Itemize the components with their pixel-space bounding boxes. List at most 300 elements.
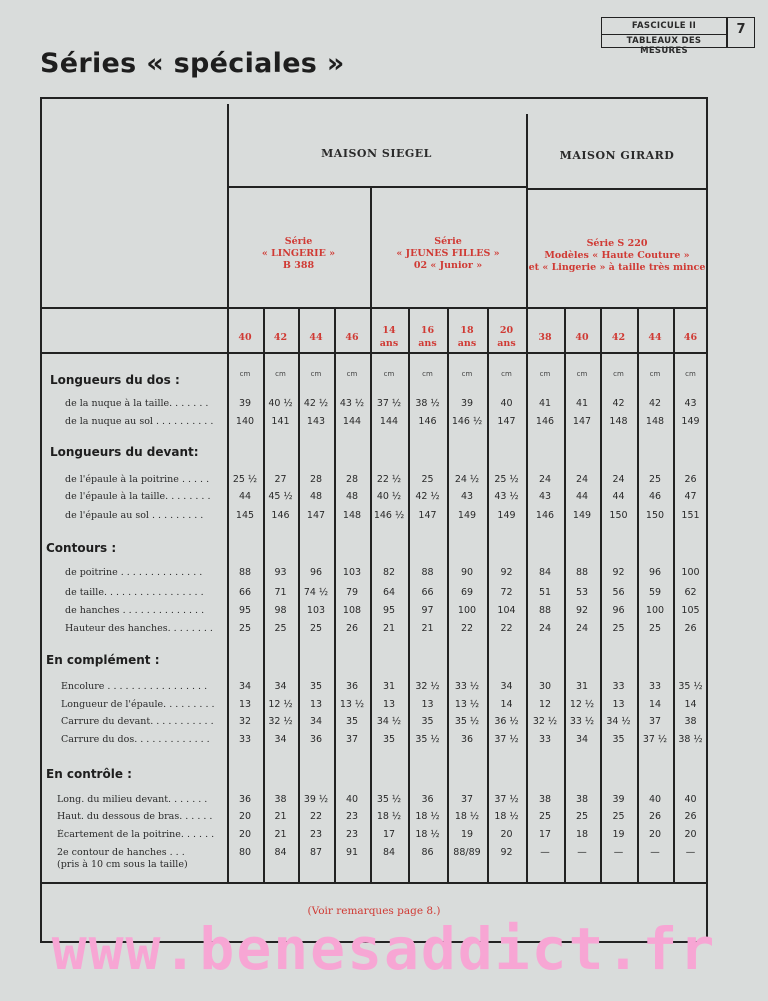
- table-cell: 18 ½: [415, 811, 440, 822]
- table-cell: 46: [648, 491, 662, 502]
- table-cell: 17: [382, 829, 396, 840]
- table-cell: 37 ½: [376, 398, 402, 409]
- unit-label: cm: [613, 370, 624, 378]
- table-cell: 43: [684, 398, 697, 409]
- table-cell: 90: [460, 567, 474, 578]
- table-cell: 147: [306, 510, 326, 521]
- table-cell: 37 ½: [494, 734, 519, 745]
- table-cell: 12: [538, 699, 552, 710]
- table-cell: 69: [460, 587, 474, 598]
- row-label: de hanches . . . . . . . . . . . . . .: [65, 605, 205, 616]
- table-cell: 40: [684, 794, 697, 805]
- page-number: 7: [736, 22, 746, 37]
- table-cell: 34 ½: [606, 716, 631, 727]
- row-label-note: (pris à 10 cm sous la taille): [57, 859, 188, 870]
- unit-label: cm: [501, 370, 512, 378]
- table-cell: 95: [238, 605, 252, 616]
- table-cell: 42: [612, 398, 625, 409]
- table-cell: —: [685, 847, 696, 858]
- table-cell: 14: [648, 699, 662, 710]
- section-title: Longueurs du devant:: [50, 445, 199, 459]
- table-cell: 88/89: [453, 847, 481, 858]
- size-header: [487, 324, 526, 350]
- table-cell: 19: [612, 829, 625, 840]
- table-cell: 47: [684, 491, 697, 502]
- table-cell: 56: [612, 587, 625, 598]
- table-cell: 103: [306, 605, 326, 616]
- table-cell: 41: [575, 398, 589, 409]
- size-header-part: ans: [497, 338, 516, 349]
- table-cell: 64: [382, 587, 396, 598]
- rule-series-bottom: [40, 307, 708, 309]
- size-header-part: 42: [273, 332, 288, 343]
- table-cell: 108: [342, 605, 362, 616]
- row-label: Carrure du dos. . . . . . . . . . . . .: [61, 734, 210, 745]
- table-cell: 149: [681, 416, 700, 427]
- size-header-part: 40: [238, 332, 252, 343]
- table-cell: 72: [500, 587, 513, 598]
- row-label: Long. du milieu devant. . . . . . .: [57, 794, 208, 805]
- table-cell: 146: [535, 416, 555, 427]
- table-cell: 39: [238, 398, 252, 409]
- table-cell: 151: [681, 510, 700, 521]
- series-1-line-2: « LINGERIE »: [261, 248, 336, 259]
- table-cell: 33: [538, 734, 552, 745]
- fascicule-label: FASCICULE II: [631, 21, 697, 31]
- row-label: Carrure du devant. . . . . . . . . . .: [61, 716, 214, 727]
- series-2-line-1: Série: [434, 236, 462, 247]
- table-cell: 36: [460, 734, 474, 745]
- table-cell: 105: [681, 605, 700, 616]
- table-cell: 13: [421, 699, 434, 710]
- rule-house-girard: [526, 188, 708, 190]
- table-cell: 86: [421, 847, 434, 858]
- table-cell: 13 ½: [339, 699, 365, 710]
- table-cell: 37: [345, 734, 359, 745]
- table-cell: 32 ½: [268, 716, 293, 727]
- table-cell: 150: [645, 510, 665, 521]
- series-3-line-3: et « Lingerie » à taille très mince: [528, 262, 706, 273]
- table-cell: 148: [645, 416, 665, 427]
- table-cell: 12 ½: [268, 699, 293, 710]
- table-cell: 34: [274, 681, 287, 692]
- table-cell: 34: [500, 681, 513, 692]
- section-title: Longueurs du dos :: [50, 373, 180, 387]
- table-cell: 144: [342, 416, 362, 427]
- page-title: Séries « spéciales »: [40, 48, 345, 79]
- section-title: En contrôle :: [46, 767, 132, 781]
- table-cell: 26: [648, 811, 662, 822]
- table-cell: 36: [309, 734, 323, 745]
- table-cell: 17: [538, 829, 552, 840]
- table-cell: 51: [538, 587, 552, 598]
- series-1-line-3: B 388: [282, 260, 315, 271]
- series-2-line-3: 02 « Junior »: [413, 260, 483, 271]
- table-cell: 39: [460, 398, 474, 409]
- table-cell: 37 ½: [494, 794, 519, 805]
- section-title: En complément :: [46, 653, 160, 667]
- table-cell: 34: [575, 734, 589, 745]
- table-cell: 23: [345, 811, 359, 822]
- unit-label: cm: [461, 370, 473, 378]
- series-description-2: [370, 236, 526, 272]
- table-cell: 96: [648, 567, 662, 578]
- table-cell: 88: [575, 567, 589, 578]
- table-cell: 147: [418, 510, 437, 521]
- house-siegel-title: MAISON SIEGEL: [321, 147, 432, 160]
- table-cell: 36 ½: [494, 716, 519, 727]
- table-cell: 22 ½: [376, 474, 402, 485]
- table-cell: 25 ½: [232, 474, 258, 485]
- table-cell: 43: [538, 491, 552, 502]
- table-cell: 25: [274, 623, 287, 634]
- size-header-part: 16: [420, 325, 435, 336]
- unit-label: cm: [275, 370, 286, 378]
- table-cell: 59: [648, 587, 662, 598]
- table-cell: 33 ½: [454, 681, 480, 692]
- table-cell: 26: [684, 474, 697, 485]
- table-cell: 35 ½: [376, 794, 402, 805]
- table-cell: 88: [421, 567, 434, 578]
- table-cell: 36: [238, 794, 252, 805]
- table-cell: 53: [575, 587, 589, 598]
- table-cell: 20: [684, 829, 697, 840]
- table-cell: 93: [274, 567, 287, 578]
- table-cell: 146: [535, 510, 555, 521]
- table-cell: 28: [309, 474, 323, 485]
- table-cell: 144: [379, 416, 399, 427]
- unit-label: cm: [383, 370, 395, 378]
- table-cell: 40: [500, 398, 513, 409]
- table-cell: 24: [538, 623, 552, 634]
- table-cell: 33: [238, 734, 252, 745]
- table-cell: 25: [648, 623, 662, 634]
- table-cell: 35: [382, 734, 396, 745]
- table-cell: 146: [271, 510, 290, 521]
- table-cell: 79: [345, 587, 359, 598]
- series-3-line-1: Série S 220: [586, 238, 648, 249]
- table-cell: 84: [274, 847, 287, 858]
- table-cell: 96: [612, 605, 625, 616]
- size-header: [334, 331, 370, 344]
- table-cell: 35 ½: [454, 716, 480, 727]
- table-cell: 88: [538, 605, 552, 616]
- series-1-line-1: Série: [284, 236, 313, 247]
- table-cell: 103: [342, 567, 362, 578]
- size-header-part: 18: [460, 325, 474, 336]
- rule-body-bottom: [40, 882, 708, 884]
- size-header: [298, 331, 334, 344]
- table-cell: 45 ½: [268, 491, 293, 502]
- table-cell: 26: [345, 623, 359, 634]
- size-header: [408, 324, 447, 350]
- table-cell: 25: [238, 623, 252, 634]
- table-cell: 31: [575, 681, 589, 692]
- table-cell: 42 ½: [415, 491, 440, 502]
- table-cell: 14: [684, 699, 697, 710]
- table-cell: 146 ½: [451, 416, 483, 427]
- size-header-part: 46: [345, 332, 359, 343]
- table-cell: 22: [500, 623, 513, 634]
- table-cell: 33: [612, 681, 625, 692]
- size-header-part: ans: [379, 338, 399, 349]
- table-cell: 74 ½: [303, 587, 329, 598]
- table-cell: 44: [575, 491, 589, 502]
- row-label: de la nuque au sol . . . . . . . . . .: [65, 416, 214, 427]
- size-header: [227, 331, 263, 344]
- table-cell: 12 ½: [569, 699, 595, 710]
- unit-label: cm: [576, 370, 588, 378]
- table-cell: 18 ½: [376, 811, 402, 822]
- table-cell: 24: [575, 623, 589, 634]
- series-description-3: [526, 238, 708, 274]
- table-cell: 97: [421, 605, 434, 616]
- table-cell: 141: [271, 416, 290, 427]
- series-3-line-2: Modèles « Haute Couture »: [544, 250, 690, 261]
- house-girard-title: MAISON GIRARD: [559, 149, 675, 162]
- table-cell: 24: [575, 474, 589, 485]
- table-cell: 34 ½: [376, 716, 402, 727]
- row-label: Longueur de l'épaule. . . . . . . . .: [61, 699, 215, 710]
- table-cell: 43: [460, 491, 474, 502]
- section-title: Contours :: [46, 541, 117, 555]
- table-cell: 18: [575, 829, 589, 840]
- table-cell: 149: [457, 510, 477, 521]
- table-cell: 21: [274, 829, 287, 840]
- size-header-part: 44: [648, 332, 662, 343]
- unit-label: cm: [239, 370, 251, 378]
- series-description-1: [227, 236, 370, 272]
- table-cell: 38: [274, 794, 287, 805]
- size-header-part: 20: [499, 325, 514, 336]
- table-cell: 39: [612, 794, 625, 805]
- size-header: [526, 331, 564, 344]
- size-header-part: 46: [683, 332, 698, 343]
- table-cell: 150: [609, 510, 628, 521]
- size-header: [637, 331, 673, 344]
- size-header: [600, 331, 637, 344]
- table-cell: 147: [572, 416, 592, 427]
- table-cell: 48: [309, 491, 323, 502]
- size-header-part: ans: [418, 338, 437, 349]
- table-cell: 87: [309, 847, 323, 858]
- unit-label: cm: [346, 370, 358, 378]
- table-cell: 26: [684, 623, 697, 634]
- table-cell: 24: [612, 474, 625, 485]
- table-cell: 20: [238, 811, 252, 822]
- table-cell: 35: [309, 681, 323, 692]
- table-cell: 88: [238, 567, 252, 578]
- size-header: [564, 331, 600, 344]
- size-header: [370, 324, 408, 350]
- row-label: de l'épaule à la poitrine . . . . .: [65, 474, 210, 485]
- table-cell: 38: [575, 794, 589, 805]
- table-cell: 147: [497, 416, 516, 427]
- table-cell: 27: [274, 474, 287, 485]
- table-cell: 36: [421, 794, 434, 805]
- table-cell: 71: [274, 587, 287, 598]
- size-header: [673, 331, 708, 344]
- table-cell: 18 ½: [494, 811, 519, 822]
- table-cell: 104: [497, 605, 516, 616]
- table-cell: 43 ½: [339, 398, 365, 409]
- table-cell: 42 ½: [303, 398, 329, 409]
- row-label: Écartement de la poitrine. . . . . .: [57, 829, 215, 840]
- table-cell: 149: [572, 510, 592, 521]
- table-cell: 100: [645, 605, 665, 616]
- table-cell: 84: [382, 847, 396, 858]
- table-cell: 37: [460, 794, 474, 805]
- table-cell: 96: [309, 567, 323, 578]
- table-cell: 38 ½: [415, 398, 440, 409]
- website-watermark: www.benesaddict.fr: [51, 915, 717, 983]
- unit-label: cm: [649, 370, 661, 378]
- row-label: Encolure . . . . . . . . . . . . . . . . .: [61, 681, 208, 692]
- size-header-part: 38: [538, 332, 552, 343]
- group-rule-4: [370, 186, 372, 882]
- table-cell: 25 ½: [494, 474, 519, 485]
- size-header: [263, 331, 298, 344]
- table-cell: 62: [684, 587, 697, 598]
- table-cell: 13: [309, 699, 323, 710]
- table-cell: 38 ½: [678, 734, 703, 745]
- size-header-part: 40: [575, 332, 589, 343]
- table-cell: 25: [575, 811, 589, 822]
- table-cell: 25: [648, 474, 662, 485]
- table-cell: 66: [238, 587, 252, 598]
- table-cell: 146 ½: [373, 510, 405, 521]
- table-cell: 149: [497, 510, 516, 521]
- table-cell: 34: [238, 681, 252, 692]
- table-cell: 84: [538, 567, 552, 578]
- table-cell: 26: [684, 811, 697, 822]
- table-cell: 140: [235, 416, 255, 427]
- unit-label: cm: [310, 370, 322, 378]
- row-label: 2e contour de hanches . . .: [57, 847, 185, 858]
- table-cell: 35: [345, 716, 359, 727]
- table-cell: 18 ½: [415, 829, 440, 840]
- table-cell: 35: [612, 734, 625, 745]
- table-cell: 44: [612, 491, 625, 502]
- table-cell: 91: [345, 847, 359, 858]
- table-cell: 13 ½: [454, 699, 480, 710]
- table-cell: 35: [421, 716, 434, 727]
- table-cell: 13: [238, 699, 252, 710]
- rule-sizes-bottom: [40, 352, 708, 354]
- table-cell: 82: [382, 567, 396, 578]
- size-header: [447, 324, 487, 350]
- row-label: de poitrine . . . . . . . . . . . . . .: [65, 567, 203, 578]
- table-cell: 40: [345, 794, 359, 805]
- table-cell: 146: [418, 416, 437, 427]
- unit-label: cm: [539, 370, 551, 378]
- table-cell: 66: [421, 587, 434, 598]
- table-cell: 100: [457, 605, 477, 616]
- table-cell: 143: [306, 416, 326, 427]
- fascicule-subtitle: TABLEAUX DES MESURES: [602, 34, 726, 56]
- table-cell: 42: [648, 398, 662, 409]
- table-cell: 38: [684, 716, 697, 727]
- table-cell: 25: [538, 811, 552, 822]
- table-cell: —: [540, 847, 550, 858]
- table-cell: 24 ½: [454, 474, 480, 485]
- table-cell: 20: [648, 829, 662, 840]
- table-cell: 25: [421, 474, 434, 485]
- table-cell: 92: [500, 847, 513, 858]
- size-header-part: 14: [382, 325, 396, 336]
- unit-label: cm: [685, 370, 696, 378]
- table-cell: 37 ½: [642, 734, 668, 745]
- size-header-part: ans: [457, 338, 477, 349]
- table-cell: 33 ½: [569, 716, 595, 727]
- table-cell: 92: [575, 605, 589, 616]
- table-cell: 23: [309, 829, 323, 840]
- table-cell: 44: [238, 491, 252, 502]
- table-cell: 148: [342, 510, 362, 521]
- size-header-part: 42: [611, 332, 626, 343]
- table-cell: 25: [309, 623, 323, 634]
- table-cell: 21: [421, 623, 434, 634]
- table-cell: 40 ½: [376, 491, 402, 502]
- table-cell: 148: [609, 416, 628, 427]
- row-label: de taille. . . . . . . . . . . . . . . . .: [65, 587, 204, 598]
- table-cell: 34: [274, 734, 287, 745]
- table-cell: 92: [612, 567, 625, 578]
- table-cell: 21: [382, 623, 396, 634]
- table-cell: 13: [612, 699, 625, 710]
- table-cell: 43 ½: [494, 491, 519, 502]
- table-cell: 92: [500, 567, 513, 578]
- table-cell: 35 ½: [415, 734, 440, 745]
- row-label: de la nuque à la taille. . . . . . .: [65, 398, 209, 409]
- table-cell: 21: [274, 811, 287, 822]
- series-2-line-2: « JEUNES FILLES »: [396, 248, 500, 259]
- table-cell: 48: [345, 491, 359, 502]
- table-cell: 32 ½: [532, 716, 558, 727]
- table-cell: 40 ½: [268, 398, 293, 409]
- table-cell: 80: [238, 847, 252, 858]
- table-cell: 98: [274, 605, 287, 616]
- table-cell: 32: [238, 716, 252, 727]
- table-cell: 33: [648, 681, 662, 692]
- table-cell: 145: [235, 510, 255, 521]
- table-cell: 35 ½: [678, 681, 703, 692]
- table-cell: 22: [309, 811, 323, 822]
- table-cell: 32 ½: [415, 681, 440, 692]
- table-cell: —: [650, 847, 660, 858]
- table-cell: 13: [382, 699, 396, 710]
- table-cell: 20: [500, 829, 513, 840]
- table-cell: 100: [681, 567, 700, 578]
- table-cell: 39 ½: [303, 794, 329, 805]
- table-cell: 37: [648, 716, 662, 727]
- table-cell: —: [577, 847, 587, 858]
- row-label: Haut. du dessous de bras. . . . . .: [57, 811, 213, 822]
- row-label: de l'épaule au sol . . . . . . . . .: [65, 510, 204, 521]
- table-cell: 95: [382, 605, 396, 616]
- table-cell: 20: [238, 829, 252, 840]
- table-cell: —: [613, 847, 624, 858]
- table-cell: 24: [538, 474, 552, 485]
- size-header-part: 44: [309, 332, 323, 343]
- fascicule-header-box: [601, 17, 755, 56]
- rule-house-siegel: [227, 186, 526, 188]
- table-cell: 19: [460, 829, 474, 840]
- table-cell: 22: [460, 623, 474, 634]
- row-label: Hauteur des hanches. . . . . . . .: [65, 623, 213, 634]
- table-cell: 23: [345, 829, 359, 840]
- table-cell: 18 ½: [454, 811, 480, 822]
